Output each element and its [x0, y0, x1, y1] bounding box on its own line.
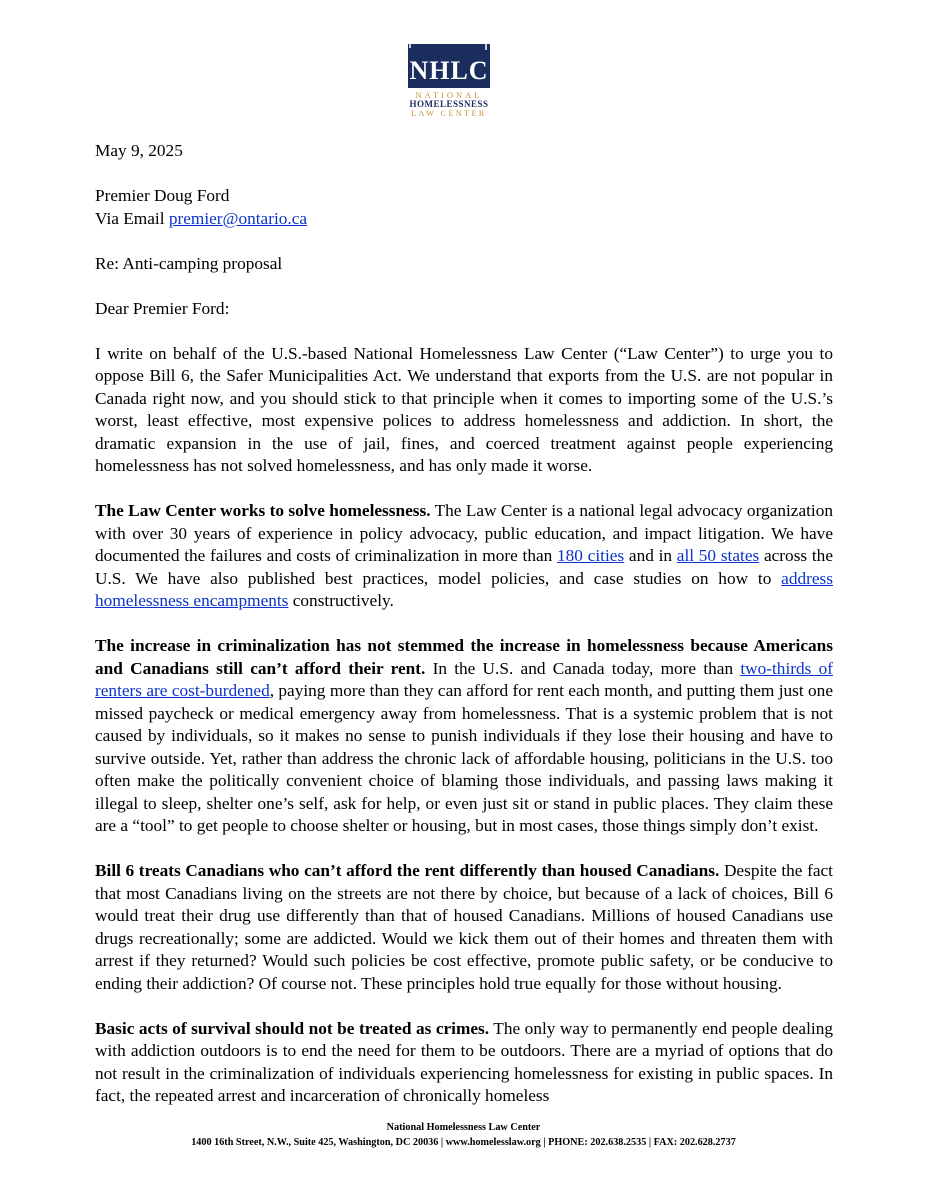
letter-body	[95, 140, 833, 1130]
recipient-email-link[interactable]: premier@ontario.ca	[168, 208, 308, 228]
logo-box	[408, 44, 490, 88]
paragraph-heading: Basic acts of survival should not be treated as crimes.	[95, 1018, 490, 1038]
paragraph-text: constructively.	[288, 591, 394, 610]
logo-line-homelessness: HOMELESSNESS	[409, 99, 489, 109]
paragraph-text: Despite the fact that most Canadians living on the streets are not there by choice, but because of a lack of choices, Bill 6 would treat their drug use differently than that of housed Canadians. Millions of housed Canadians use drugs recreationally; some are addicted. Would we kick them out of their homes and threaten them with arrest if they returned? Would such policies be cost effective, promote public safety, or be conducive to ending their addiction? Of course not. These principles hold true equally for those without housing.	[95, 861, 833, 993]
link-all-50-states[interactable]: all 50 states	[676, 546, 760, 565]
paragraph-text: and in	[624, 546, 677, 565]
logo-abbreviation: NHLC	[409, 56, 489, 85]
link-encampments[interactable]: address homelessness encampments	[95, 568, 833, 610]
paragraph-bill-6	[95, 860, 833, 995]
logo-line-law-center: LAW CENTER	[411, 109, 487, 118]
paragraph-heading: The Law Center works to solve homelessness.	[95, 501, 431, 520]
footer-contact-line: 1400 16th Street, N.W., Suite 425, Washington, DC 20036 | www.homelesslaw.org | PHONE: 202.638.2535 | FAX: 202.628.2737	[191, 1137, 736, 1148]
paragraph-text: The only way to permanently end people dealing with addiction outdoors is to end the need for them to be outdoors. There are a myriad of options that do not result in the criminalization of individuals experiencing homelessness for existing in public spaces. In fact, the repeated arrest and incarceration of chronically homeless	[95, 1018, 833, 1105]
paragraph-heading: Bill 6 treats Canadians who can’t afford the rent differently than housed Canadians.	[95, 861, 720, 880]
paragraph-criminalization	[95, 635, 833, 838]
letter-date: May 9, 2025	[95, 141, 183, 160]
logo-roof-icon	[406, 36, 492, 50]
recipient-name: Premier Doug Ford	[95, 186, 230, 205]
paragraph-intro: I write on behalf of the U.S.-based National Homelessness Law Center (“Law Center”) to urge you to oppose Bill 6, the Safer Municipalities Act. We understand that exports from the U.S. are not popular in Canada right now, and you should stick to that principle when it comes to importing some of the U.S.’s worst, least effective, most expensive polices to address homelessness and addiction. In short, the dramatic expansion in the use of jail, fines, and coerced treatment against people experiencing homelessness has not solved homelessness, and has only made it worse.	[95, 343, 833, 475]
recipient-block	[95, 185, 833, 230]
paragraph-text: The Law Center is a national legal advocacy organization with over 30 years of experience in policy advocacy, public education, and impact litigation. We have documented the failures and costs of criminalization in more than	[95, 501, 833, 565]
footer-org-name: National Homelessness Law Center	[386, 1122, 541, 1133]
paragraph-text: , paying more than they can afford for rent each month, and putting them just one missed paycheck or medical emergency away from homelessness. That is a systemic problem that is not caused by individuals, so it makes no sense to punish individuals if they lose their housing and have to survive outside. Yet, rather than address the chronic lack of affordable housing, politicians in the U.S. too often make the politically convenient choice of blaming those individuals, and passing laws making it illegal to sleep, shelter one’s self, ask for help, or even just sit or stand in public places. They claim these are a “tool” to get people to choose shelter or housing, but in most cases, those things simply don’t exist.	[95, 681, 833, 835]
nhlc-logo	[408, 44, 518, 120]
paragraph-law-center	[95, 500, 833, 613]
recipient-via: Via Email	[95, 208, 169, 228]
salutation: Dear Premier Ford:	[95, 298, 230, 318]
letterhead-footer	[0, 1120, 927, 1150]
link-cost-burdened-renters[interactable]: two-thirds of renters are cost-burdened	[95, 658, 833, 700]
paragraph-text: across the U.S. We have also published best practices, model policies, and case studies on how to	[95, 546, 833, 588]
paragraph-heading: The increase in criminalization has not stemmed the increase in homelessness because Americans and Canadians still can’t afford their rent.	[95, 636, 833, 678]
paragraph-text: In the U.S. and Canada today, more than	[425, 658, 741, 678]
link-180-cities[interactable]: 180 cities	[557, 546, 625, 565]
logo-line-national: NATIONAL	[415, 90, 483, 100]
paragraph-survival	[95, 1018, 833, 1108]
subject-line: Re: Anti-camping proposal	[95, 253, 283, 273]
